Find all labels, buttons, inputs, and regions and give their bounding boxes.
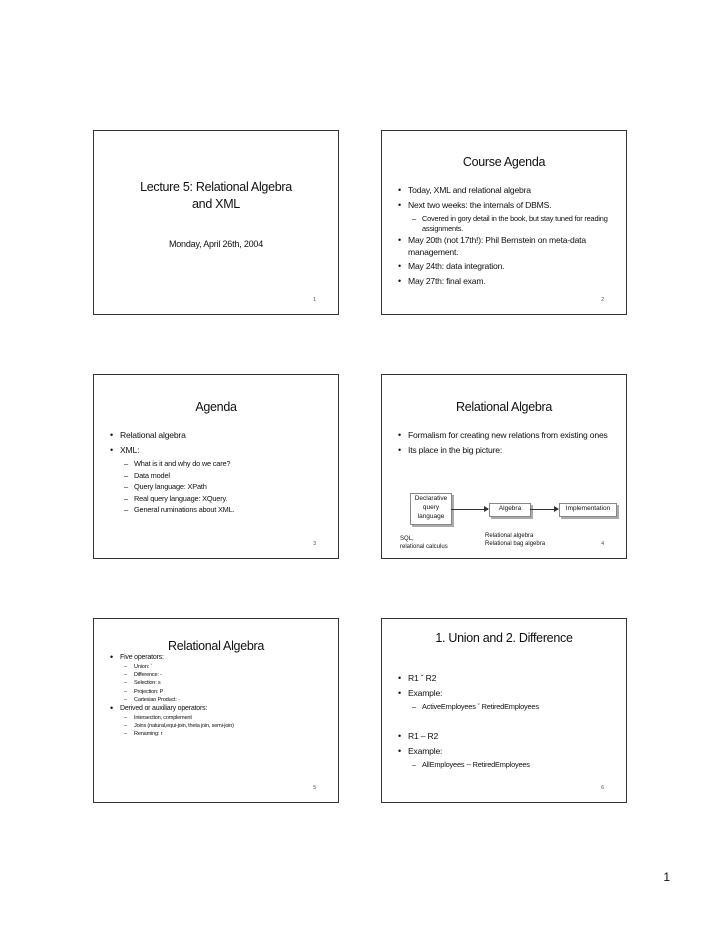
diagram-label-sql — [400, 535, 448, 551]
sub-bullet: – Renaming: r — [94, 730, 338, 738]
bullet: • Five operators: — [94, 653, 338, 662]
slide-number: 2 — [601, 297, 604, 303]
diagram-arrow — [530, 509, 558, 510]
title-line: and XML — [192, 197, 240, 211]
slide-1-title — [94, 179, 338, 213]
sub-bullet: – AllEmployees -- RetiredEmployees — [382, 760, 626, 770]
slide-4-title: Relational Algebra — [455, 400, 553, 414]
slide-2 — [381, 130, 627, 315]
bullet: • Next two weeks: the internals of DBMS. — [382, 200, 626, 212]
bullet: • May 20th (not 17th!): Phil Bernstein on meta-data management. — [382, 235, 626, 258]
sub-bullet: – Intersection, complement — [94, 714, 338, 722]
diagram-box-declarative: Declarative query language — [410, 493, 452, 525]
slide-number: 6 — [601, 785, 604, 791]
label-line: Relational bag algebra — [485, 541, 546, 547]
slide-3 — [93, 374, 339, 559]
slide-6-bullets-b — [382, 731, 626, 772]
slide-3-bullets — [94, 430, 338, 517]
bullet: • Example: — [382, 746, 626, 758]
slide-3-title: Agenda — [195, 400, 237, 414]
bullet: • Relational algebra — [94, 430, 338, 442]
label-line: Relational algebra — [485, 533, 534, 539]
title-line: Lecture 5: Relational Algebra — [140, 180, 292, 194]
page-number: 1 — [663, 870, 670, 884]
sub-bullet: – Union: ˇ — [94, 663, 338, 671]
sub-bullet: – Selection: s — [94, 679, 338, 687]
slide-6-title: 1. Union and 2. Difference — [435, 631, 573, 645]
bullet: • Example: — [382, 688, 626, 700]
bullet: • XML: — [94, 445, 338, 457]
slide-number: 3 — [313, 541, 316, 547]
sub-bullet: – Covered in gory detail in the book, but stay tuned for reading assignments. — [382, 214, 626, 233]
sub-bullet: – ActiveEmployees ˇ RetiredEmployees — [382, 702, 626, 712]
bullet: • Its place in the big picture: — [382, 445, 626, 457]
diagram-box-implementation: Implementation — [559, 503, 617, 517]
sub-bullet: – Real query language: XQuery. — [94, 494, 338, 504]
slide-number: 5 — [313, 785, 316, 791]
sub-bullet: – Joins (natural,equi-join, theta join, semi-join) — [94, 722, 338, 730]
slide-number: 4 — [601, 541, 604, 547]
slide-number: 1 — [313, 297, 316, 303]
slide-1 — [93, 130, 339, 315]
label-line: SQL, — [400, 536, 414, 542]
slide-6 — [381, 618, 627, 803]
bullet: • May 24th: data integration. — [382, 261, 626, 273]
slide-2-bullets — [382, 185, 626, 290]
bullet: • Today, XML and relational algebra — [382, 185, 626, 197]
bullet: • May 27th: final exam. — [382, 276, 626, 288]
slide-5-bullets — [94, 653, 338, 739]
sub-bullet: – Projection: P — [94, 688, 338, 696]
sub-bullet: – What is it and why do we care? — [94, 459, 338, 469]
bullet: • Formalism for creating new relations from existing ones — [382, 430, 626, 442]
slide-4-bullets — [382, 430, 626, 459]
slide-4 — [381, 374, 627, 559]
bullet: • R1 – R2 — [382, 731, 626, 743]
slide-2-title: Course Agenda — [462, 155, 546, 169]
sub-bullet: – General ruminations about XML. — [94, 505, 338, 515]
sub-bullet: – Difference: - — [94, 671, 338, 679]
bullet: • Derived or auxiliary operators: — [94, 704, 338, 713]
slide-5-title: Relational Algebra — [167, 639, 265, 653]
diagram-arrow — [451, 509, 488, 510]
sub-bullet: – Query language: XPath — [94, 482, 338, 492]
diagram-box-algebra: Algebra — [489, 503, 531, 517]
bullet: • R1 ˇ R2 — [382, 673, 626, 685]
slide-6-bullets-a — [382, 673, 626, 714]
slide-1-date: Monday, April 26th, 2004 — [168, 239, 264, 249]
sub-bullet: – Data model — [94, 471, 338, 481]
diagram-label-algebra — [485, 532, 545, 548]
sub-bullet: – Cartesian Product: · — [94, 696, 338, 704]
slide-5 — [93, 618, 339, 803]
label-line: relational calculus — [400, 544, 448, 550]
